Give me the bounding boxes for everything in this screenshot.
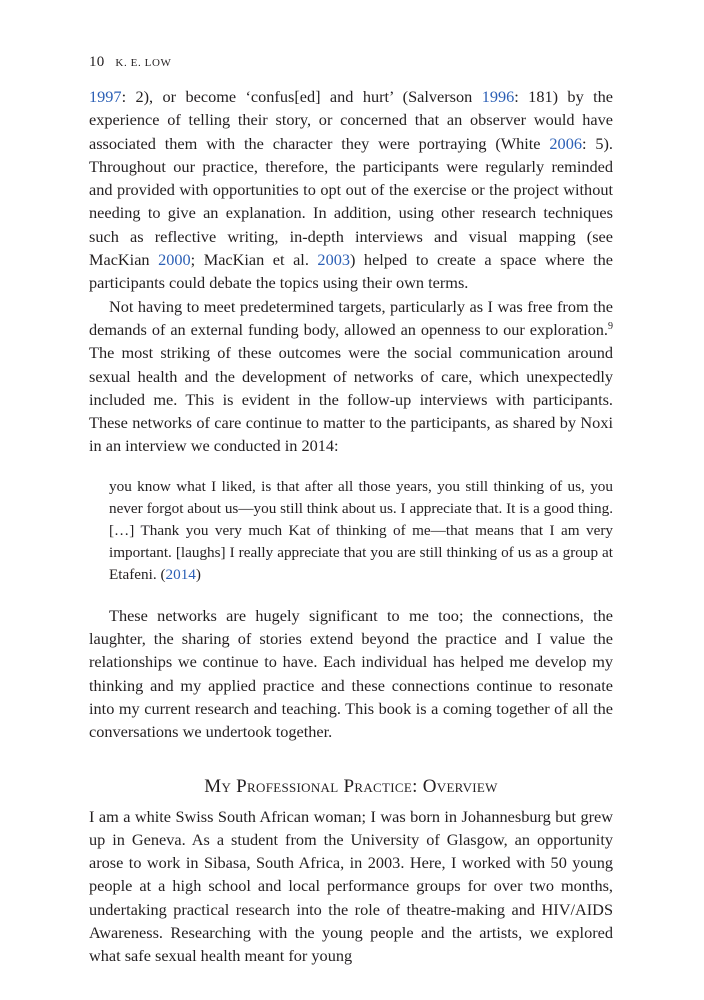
- running-head: [89, 52, 613, 73]
- paragraph-2-text-b: The most striking of these outcomes were the social communication around sexual health and the development of networks of care, which unexpectedly included me. This is evident in the follow-up interviews with participants. These networks of care continue to matter to the participants, as shared by Noxi in an interview we conducted in 2014:: [89, 343, 613, 456]
- block-quote-text: you know what I liked, is that after all those years, you still thinking of us, you never forgot about us—you still think about us. I appreciate that. It is a good thing. […] Thank you very much Kat of thinking of me—that means that I am very important. [laughs] I really appreciate that you are still thinking of us as a group at Etafeni. (: [109, 477, 613, 583]
- citation-link-2003[interactable]: 2003: [317, 250, 350, 270]
- paragraph-4: I am a white Swiss South African woman; I was born in Johannesburg but grew up in Geneva. As a student from the University of Glasgow, an opportunity arose to work in Sibasa, South Africa, in 2003. Here, I worked with 50 young people at a high school and local performance groups for over two months, undertaking practical research into the role of theatre-making and HIV/AIDS Awareness. Researching with the young people and the artists, we explored what safe sexual health meant for young: [89, 806, 613, 966]
- book-page: [89, 52, 613, 968]
- footnote-marker[interactable]: 9: [608, 320, 613, 332]
- section-heading-text: My Professional Practice: Overview: [204, 775, 498, 797]
- citation-link-1996[interactable]: 1996: [481, 87, 515, 106]
- citation-link-1997[interactable]: 1997: [89, 87, 122, 106]
- paragraph-1: [89, 85, 613, 295]
- page-number: 10: [89, 54, 105, 70]
- paragraph-1-text-e: ) helped to create a space where the participants could debate the topics using their own terms.: [89, 250, 614, 293]
- section-heading: [89, 775, 613, 799]
- block-quote-close: ): [195, 565, 201, 583]
- citation-link-2006[interactable]: 2006: [549, 133, 582, 153]
- running-head-author: K. E. LOW: [115, 57, 172, 69]
- paragraph-2: [89, 295, 613, 458]
- block-quote: [109, 476, 613, 586]
- paragraph-1-text-a: : 2), or become ‘confus[ed] and hurt’ (Salverson: [121, 87, 482, 106]
- citation-link-2000[interactable]: 2000: [158, 250, 191, 270]
- paragraph-1-text-c: : 5). Throughout our practice, therefore, the participants were regularly reminded and provided with opportunities to opt out of the exercise or the project without needing to give an explanation. In addition, using other research techniques such as reflective writing, in-depth interviews and visual mapping (see MacKian: [89, 133, 613, 270]
- paragraph-1-text-d: ; MacKian et al.: [190, 250, 318, 270]
- paragraph-3: These networks are hugely significant to me too; the connections, the laughter, the sharing of stories extend beyond the practice and I value the relationships we continue to have. Each individual has helped me develop my thinking and my applied practice and these connections continue to resonate into my current research and teaching. This book is a coming together of all the conversations we undertook together.: [89, 605, 613, 742]
- paragraph-2-text-a: Not having to meet predetermined targets, particularly as I was free from the demands of an external funding body, allowed an openness to our exploration.: [89, 296, 613, 339]
- paragraph-1-text-b: : 181) by the experience of telling their story, or concerned that an observer would have associated them with the character they were portraying (White: [89, 87, 613, 153]
- citation-link-2014[interactable]: 2014: [165, 565, 196, 583]
